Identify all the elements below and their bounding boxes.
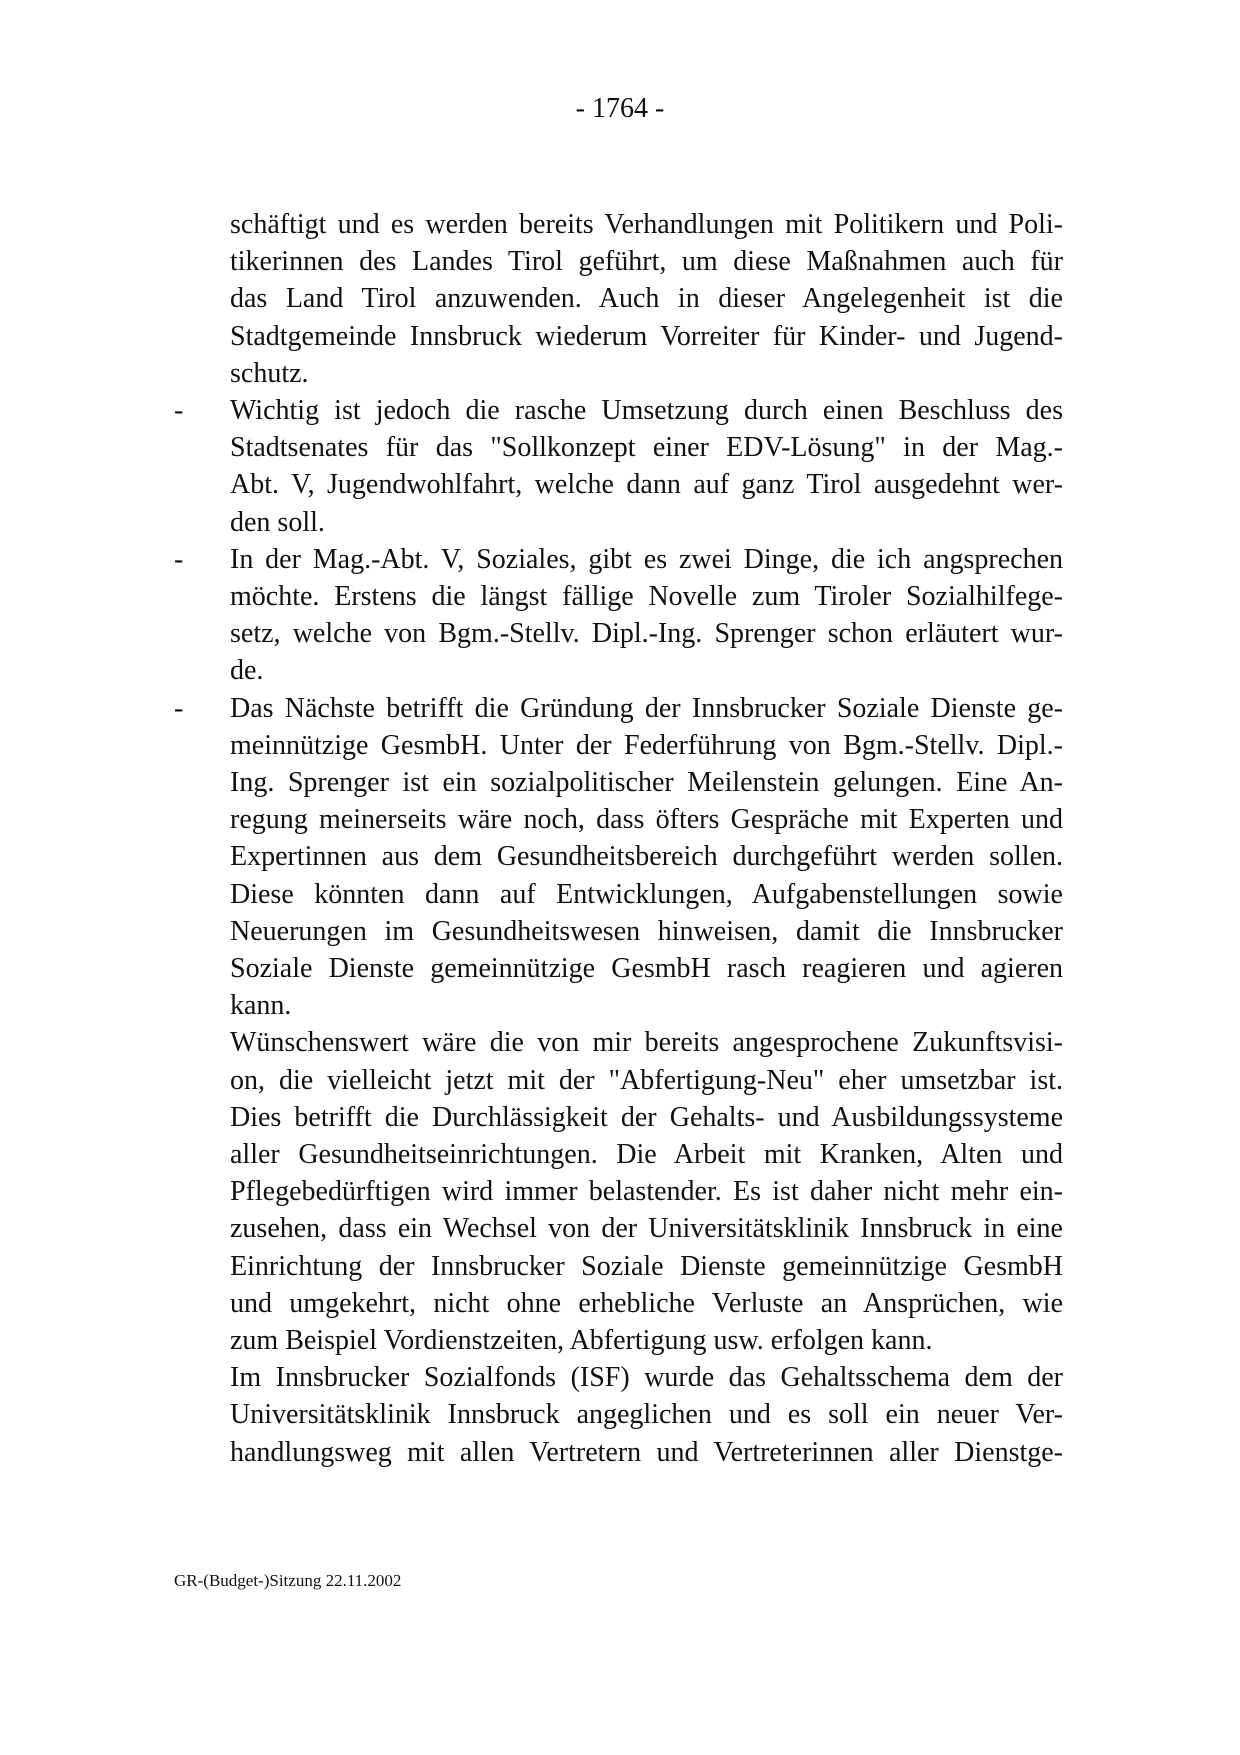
text-line: Pflegebedürftigen wird immer belastender. Es ist daher nicht mehr ein-	[230, 1176, 1063, 1207]
page-number: - 1764 -	[575, 93, 665, 124]
text-line: möchte. Erstens die längst fällige Novelle zum Tiroler Sozialhilfege-	[230, 581, 1063, 612]
text-line: Universitätsklinik Innsbruck angeglichen und es soll ein neuer Ver-	[230, 1399, 1063, 1430]
text-line: setz, welche von Bgm.-Stellv. Dipl.-Ing. Sprenger schon erläutert wur-	[230, 618, 1063, 649]
text-line: Das Nächste betrifft die Gründung der Innsbrucker Soziale Dienste ge-	[230, 693, 1063, 724]
text-line: kann.	[230, 990, 292, 1021]
text-line: aller Gesundheitseinrichtungen. Die Arbeit mit Kranken, Alten und	[230, 1139, 1063, 1170]
bullet-marker: -	[174, 544, 184, 575]
text-line: Soziale Dienste gemeinnützige GesmbH rasch reagieren und agieren	[230, 953, 1063, 984]
footer: GR-(Budget-)Sitzung 22.11.2002	[174, 1571, 402, 1590]
text-line: Im Innsbrucker Sozialfonds (ISF) wurde das Gehaltsschema dem der	[230, 1362, 1063, 1393]
text-line: Neuerungen im Gesundheitswesen hinweisen, damit die Innsbrucker	[230, 916, 1063, 947]
text-line: Wichtig ist jedoch die rasche Umsetzung durch einen Beschluss des	[230, 395, 1063, 426]
text-line: tikerinnen des Landes Tirol geführt, um diese Maßnahmen auch für	[230, 246, 1063, 277]
text-line: meinnützige GesmbH. Unter der Federführung von Bgm.-Stellv. Dipl.-	[230, 730, 1063, 761]
bullet-marker: -	[174, 693, 184, 724]
text-line: Ing. Sprenger ist ein sozialpolitischer Meilenstein gelungen. Eine An-	[230, 767, 1063, 798]
text-line: das Land Tirol anzuwenden. Auch in dieser Angelegenheit ist die	[230, 283, 1063, 314]
text-line: handlungsweg mit allen Vertretern und Vertreterinnen aller Dienstge-	[230, 1437, 1063, 1468]
text-line: In der Mag.-Abt. V, Soziales, gibt es zwei Dinge, die ich angsprechen	[230, 544, 1063, 575]
bullet-marker: -	[174, 395, 184, 426]
text-line: on, die vielleicht jetzt mit der "Abfertigung-Neu" eher umsetzbar ist.	[230, 1065, 1063, 1096]
text-line: schutz.	[230, 358, 309, 389]
text-line: zum Beispiel Vordienstzeiten, Abfertigung usw. erfolgen kann.	[230, 1325, 933, 1356]
text-line: regung meinerseits wäre noch, dass öfters Gespräche mit Experten und	[230, 804, 1063, 835]
text-line: Wünschenswert wäre die von mir bereits angesprochene Zukunftsvisi-	[230, 1027, 1063, 1058]
text-line: Diese könnten dann auf Entwicklungen, Aufgabenstellungen sowie	[230, 879, 1063, 910]
text-line: Stadtgemeinde Innsbruck wiederum Vorreiter für Kinder- und Jugend-	[230, 321, 1063, 352]
text-line: Einrichtung der Innsbrucker Soziale Dienste gemeinnützige GesmbH	[230, 1251, 1063, 1282]
text-line: und umgekehrt, nicht ohne erhebliche Verluste an Ansprüchen, wie	[230, 1288, 1063, 1319]
text-line: den soll.	[230, 507, 325, 538]
text-line: zusehen, dass ein Wechsel von der Universitätsklinik Innsbruck in eine	[230, 1213, 1063, 1244]
text-line: Dies betrifft die Durchlässigkeit der Gehalts- und Ausbildungssysteme	[230, 1102, 1063, 1133]
text-line: Abt. V, Jugendwohlfahrt, welche dann auf ganz Tirol ausgedehnt wer-	[230, 469, 1063, 500]
text-line: Expertinnen aus dem Gesundheitsbereich durchgeführt werden sollen.	[230, 841, 1063, 872]
text-line: schäftigt und es werden bereits Verhandlungen mit Politikern und Poli-	[230, 209, 1063, 240]
text-line: Stadtsenates für das "Sollkonzept einer EDV-Lösung" in der Mag.-	[230, 432, 1063, 463]
text-line: de.	[230, 655, 264, 686]
